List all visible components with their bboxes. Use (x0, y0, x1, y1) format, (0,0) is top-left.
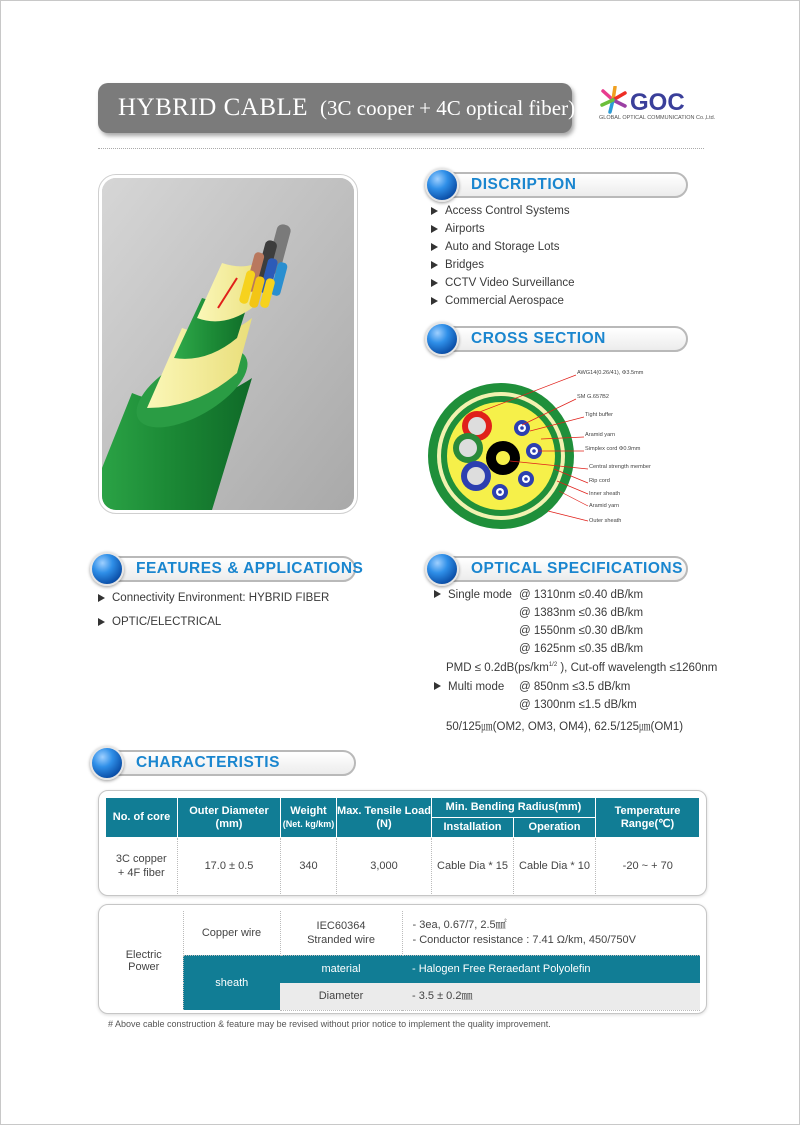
bullet-ball-icon (425, 168, 459, 202)
pmd-row: PMD ≤ $0.2dB(ps/km^{1/2}$ ), Cut-off wavelength ≤1260nm (446, 662, 718, 674)
description-list (431, 202, 575, 310)
spec-row: @ 1625nm ≤0.35 dB/km (519, 643, 644, 655)
page-title: HYBRID CABLE (118, 94, 309, 121)
list-item: Bridges (431, 256, 575, 274)
bullet-ball-icon (90, 746, 124, 780)
cell-material-value: - Halogen Free Reraedant Polyolefin (402, 955, 700, 983)
bullet-ball-icon (425, 322, 459, 356)
col-temp: Temperature Range(℃) (596, 798, 700, 838)
spec-row: @ 1550nm ≤0.30 dB/km (519, 625, 644, 637)
col-operation: Operation (514, 818, 596, 838)
label-simplex: Simplex cord Φ0.9mm (585, 446, 641, 452)
cell-installation: Cable Dia * 15 (432, 838, 514, 894)
cell-copper-label: Copper wire (183, 911, 280, 955)
list-item: Access Control Systems (431, 202, 575, 220)
list-item: Auto and Storage Lots (431, 238, 575, 256)
label-aramid-2: Aramid yarn (589, 503, 620, 509)
features-heading: FEATURES & APPLICATIONS (98, 556, 356, 582)
divider (98, 148, 704, 149)
label-inner-sheath: Inner sheath (589, 491, 621, 497)
page-subtitle: (3C cooper + 4C optical fiber) (320, 95, 576, 120)
label-tight-buffer: Tight buffer (585, 412, 613, 418)
cell-diameter-label: Diameter (280, 983, 402, 1010)
characteristics-heading: CHARACTERISTIS (98, 750, 356, 776)
bullet-ball-icon (425, 552, 459, 586)
bullet-ball-icon (90, 552, 124, 586)
cable-photo (102, 178, 354, 510)
label-rip-cord: Rip cord (589, 478, 610, 484)
description-heading: DISCRIPTION (433, 172, 688, 198)
title-banner (98, 83, 576, 133)
list-item: CCTV Video Surveillance (431, 274, 575, 292)
label-sm: SM G.657B2 (577, 394, 610, 400)
list-item: Connectivity Environment: HYBRID FIBER (98, 589, 329, 607)
cell-material-label: material (280, 955, 402, 983)
label-csm: Central strength member (589, 464, 651, 470)
cell-temp: -20 ~ + 70 (622, 859, 673, 872)
spec-row: @ 1310nm ≤0.40 dB/km (519, 589, 644, 601)
single-mode-label: Single mode (448, 589, 512, 601)
spec-row: @ 1383nm ≤0.36 dB/km (519, 607, 644, 619)
col-bending: Min. Bending Radius(mm) (432, 798, 596, 818)
col-tensile: Max. Tensile Load (N) (337, 798, 432, 838)
features-list (98, 589, 329, 631)
cell-weight: 340 (281, 838, 337, 894)
characteristics-table (105, 797, 700, 894)
spec-row: @ 850nm ≤3.5 dB/km (519, 681, 631, 693)
cell-core: 3C copper + 4F fiber (106, 838, 178, 894)
cross-section-diagram (426, 361, 706, 536)
logo-text: GOC (630, 89, 685, 116)
list-item: Airports (431, 220, 575, 238)
label-aramid-1: Aramid yarn (585, 432, 616, 438)
cell-tensile: 3,000 (337, 838, 432, 894)
col-installation: Installation (432, 818, 514, 838)
col-diameter: Outer Diameter (mm) (178, 798, 281, 838)
list-item: OPTIC/ELECTRICAL (98, 613, 329, 631)
col-core: No. of core (106, 798, 178, 838)
optical-heading: OPTICAL SPECIFICATIONS (433, 556, 688, 582)
cell-electric-power: Electric Power (105, 911, 183, 1010)
cell-diameter-value: - 3.5 ± 0.2㎜ (402, 983, 700, 1010)
cross-section-heading: CROSS SECTION (433, 326, 688, 352)
table-row (106, 838, 700, 894)
list-item: Commercial Aerospace (431, 292, 575, 310)
col-weight: Weight (Net. kg/km) (281, 798, 337, 838)
cell-operation: Cable Dia * 10 (514, 838, 596, 894)
logo-tagline: GLOBAL OPTICAL COMMUNICATION Co.,Ltd. (599, 115, 716, 121)
cell-copper-spec: IEC60364 Stranded wire (280, 911, 402, 955)
multi-mode-label: Multi mode (448, 681, 505, 693)
label-awg: AWG14(0.26/41), Φ3.5mm (577, 370, 644, 376)
goc-logo (599, 86, 709, 128)
cell-copper-values: - 3ea, 0.67/7, 2.5㎟ - Conductor resistance : 7.41 Ω/km, 450/750V (402, 911, 700, 955)
footnote: # Above cable construction & feature may be revised without prior notice to implement the quality improvement. (108, 1019, 551, 1029)
multi-note: 50/125㎛(OM2, OM3, OM4), 62.5/125㎛(OM1) (446, 721, 684, 733)
electric-table (105, 911, 700, 1011)
label-outer-sheath: Outer sheath (589, 518, 622, 524)
spec-row: @ 1300nm ≤1.5 dB/km (519, 699, 637, 711)
cell-diameter: 17.0 ± 0.5 (178, 838, 281, 894)
cell-sheath-label: sheath (183, 955, 280, 1010)
